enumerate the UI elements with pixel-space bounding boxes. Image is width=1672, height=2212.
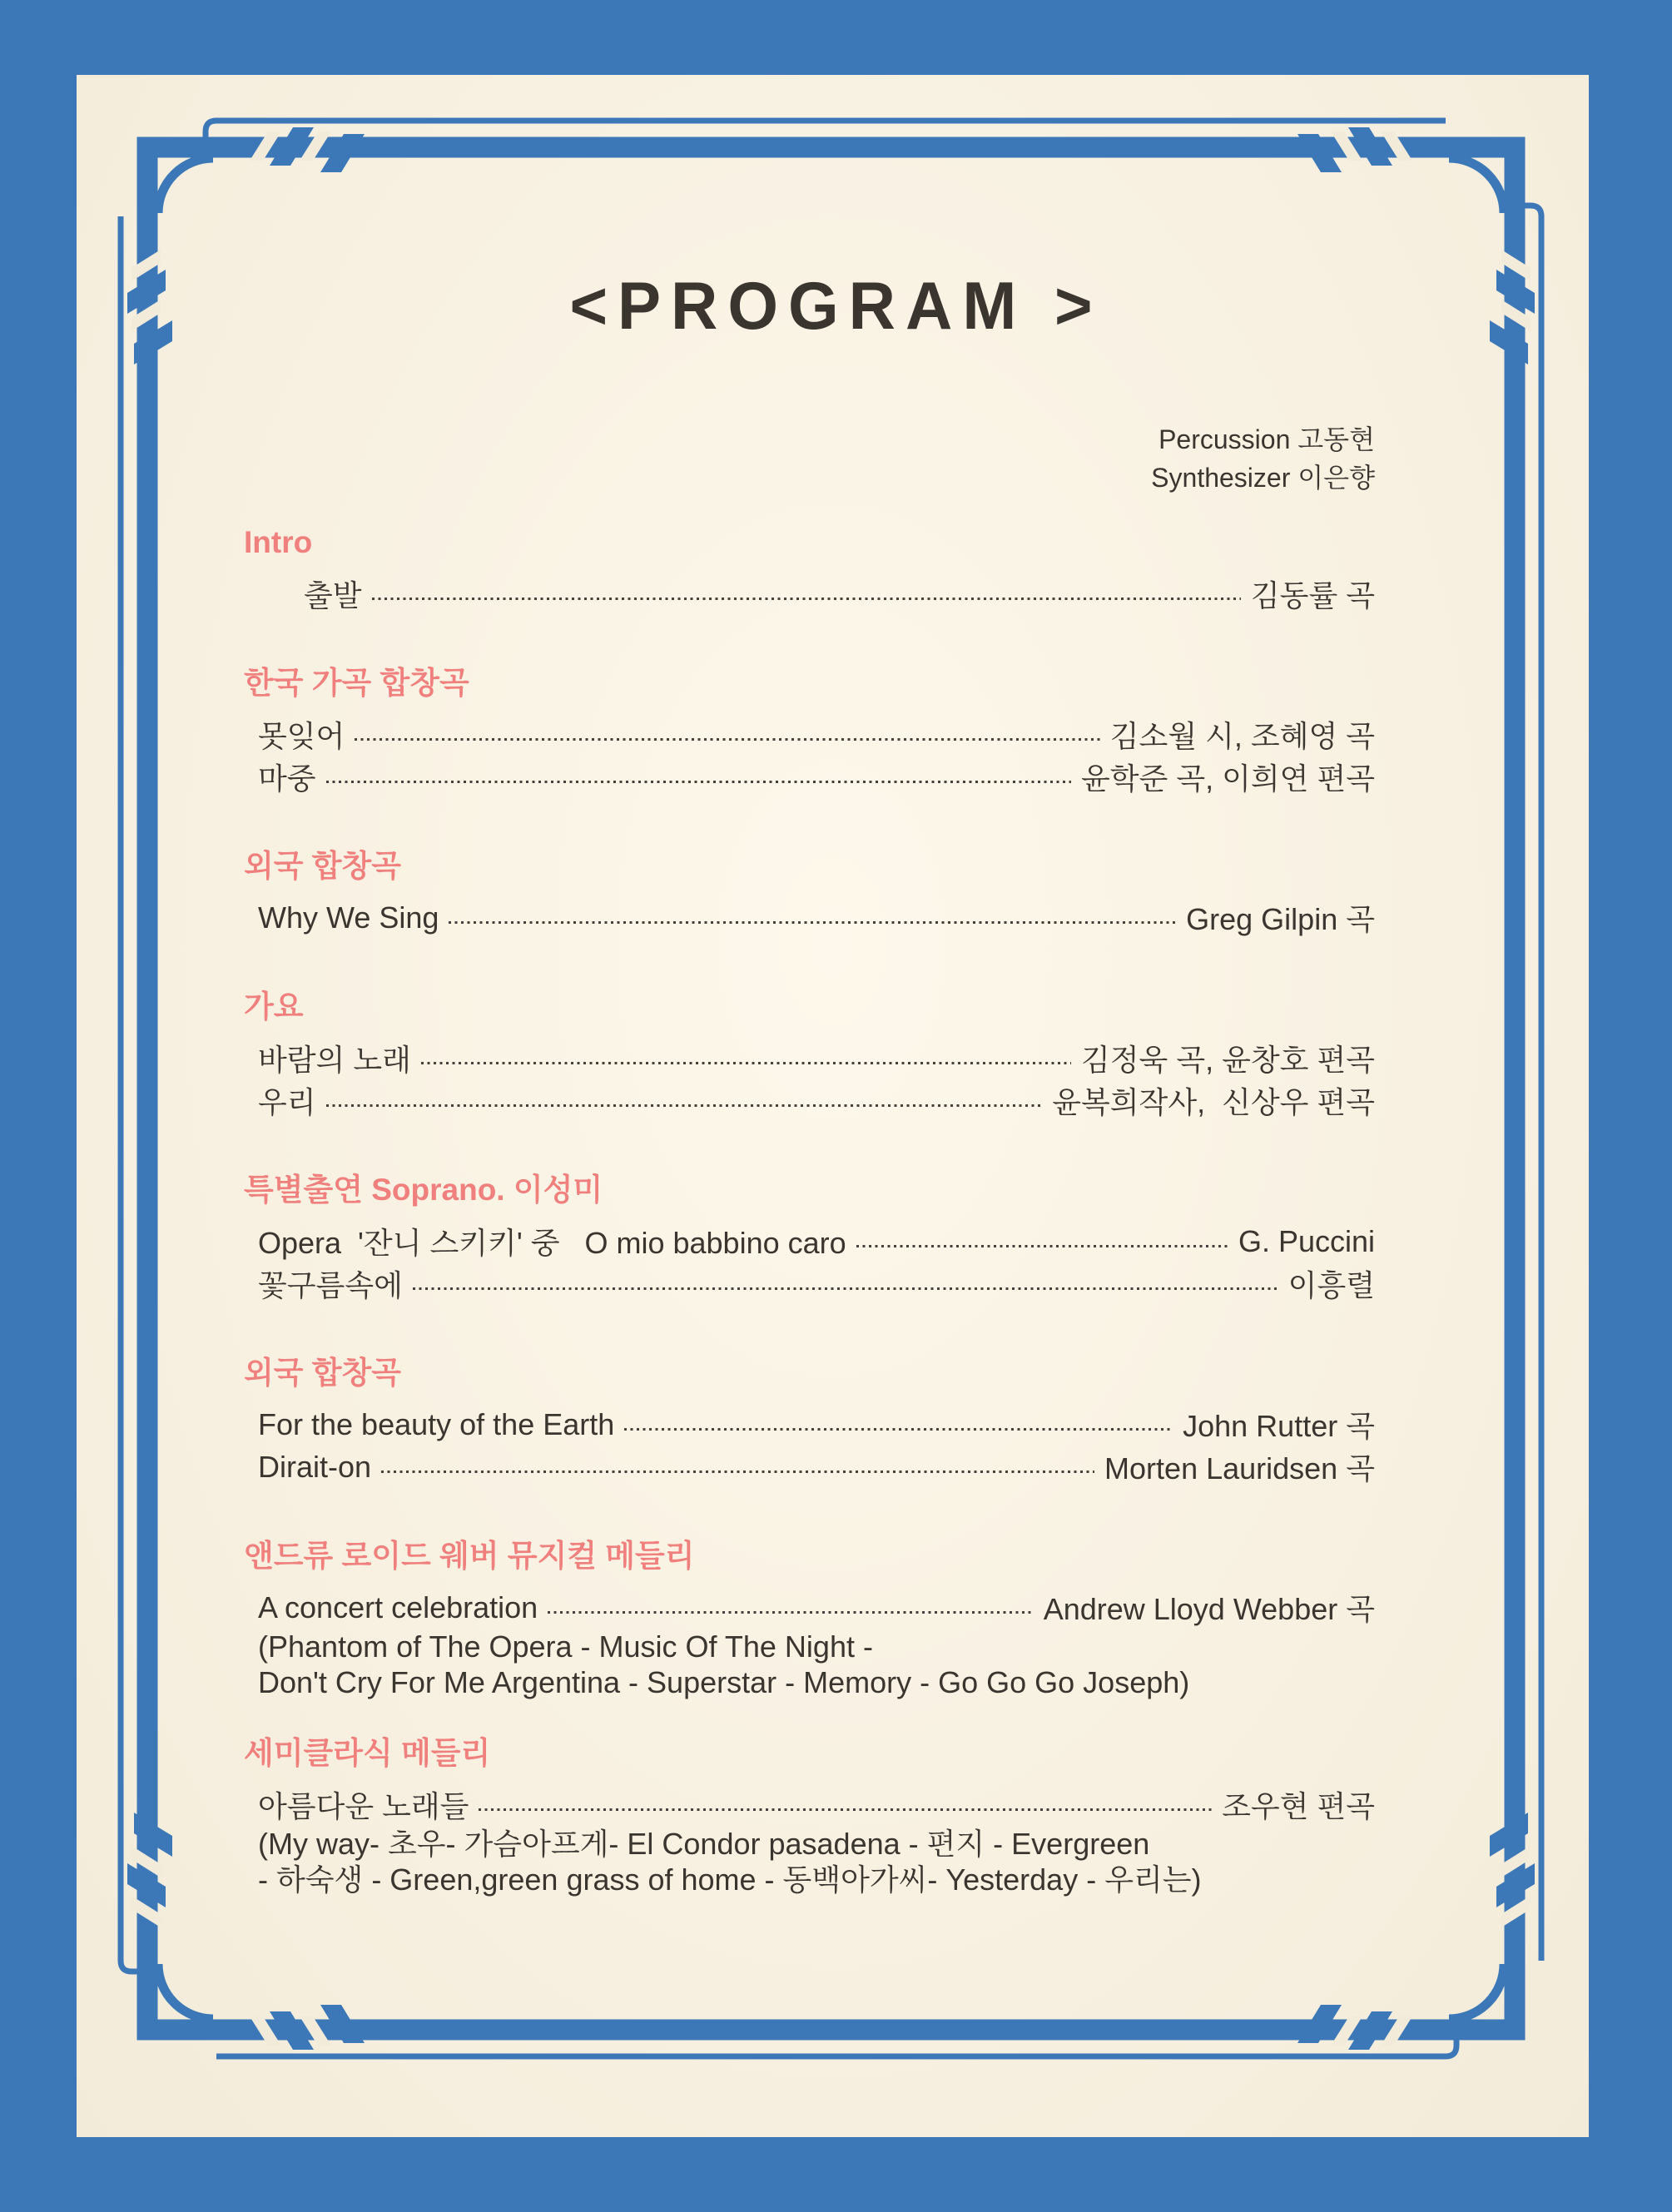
program-section xyxy=(244,1733,1375,1897)
song-title: 아름다운 노래들 xyxy=(258,1789,469,1823)
song-row xyxy=(244,1783,1375,1826)
song-credit: 이흥렬 xyxy=(1287,1268,1375,1302)
section-header: 외국 합창곡 xyxy=(244,1356,401,1390)
song-title: Dirait-on xyxy=(258,1449,372,1484)
section-header: 한국 가곡 합창곡 xyxy=(244,666,469,700)
song-note: - 하숙생 - Green,green grass of home - 동백아가씨- Yesterday - 우리는) xyxy=(258,1862,1202,1897)
program-section xyxy=(244,1170,1375,1305)
song-title: 꽃구름속에 xyxy=(258,1268,403,1302)
song-title: 못잊어 xyxy=(258,719,345,753)
performer-line-percussion: Percussion 고동현 xyxy=(1158,424,1375,454)
song-title: For the beauty of the Earth xyxy=(258,1406,615,1441)
dotted-leader xyxy=(548,1586,1033,1629)
song-title: 우리 xyxy=(258,1085,316,1119)
song-row xyxy=(244,573,1375,615)
dotted-leader xyxy=(355,713,1099,756)
song-credit: 김소월 시, 조혜영 곡 xyxy=(1109,719,1375,753)
song-row xyxy=(244,1262,1375,1305)
program-list xyxy=(244,523,1375,1897)
page-title: <PROGRAM > xyxy=(569,267,1103,344)
song-title: Why We Sing xyxy=(258,900,439,935)
section-header: Intro xyxy=(244,525,313,559)
section-header: 가요 xyxy=(244,989,304,1024)
song-row xyxy=(244,1037,1375,1079)
song-row xyxy=(244,1586,1375,1629)
song-credit: Morten Lauridsen 곡 xyxy=(1104,1451,1375,1485)
song-credit: 김정욱 곡, 윤창호 편곡 xyxy=(1081,1043,1375,1077)
song-credit: Greg Gilpin 곡 xyxy=(1186,902,1375,936)
dotted-leader xyxy=(413,1262,1278,1305)
dotted-leader xyxy=(449,896,1176,939)
song-credit: Andrew Lloyd Webber 곡 xyxy=(1043,1592,1375,1626)
program-section xyxy=(244,987,1375,1122)
dotted-leader xyxy=(326,1079,1043,1122)
song-credit: 윤학준 곡, 이희연 편곡 xyxy=(1081,761,1375,796)
song-row xyxy=(244,896,1375,939)
program-section xyxy=(244,1353,1375,1488)
song-note: (My way- 초우- 가슴아프게- El Condor pasadena - 편지 - Evergreen xyxy=(258,1827,1150,1861)
song-row xyxy=(244,713,1375,756)
program-section xyxy=(244,663,1375,798)
section-header: 앤드류 로이드 웨버 뮤지컬 메들리 xyxy=(244,1539,695,1573)
program-section xyxy=(244,1536,1375,1700)
dotted-leader xyxy=(479,1783,1212,1826)
performer-line-synthesizer: Synthesizer 이은향 xyxy=(1151,463,1375,493)
song-credit: 윤복희작사, 신상우 편곡 xyxy=(1052,1085,1375,1119)
song-title: 마중 xyxy=(258,761,316,796)
program-section xyxy=(244,523,1375,615)
song-title: 바람의 노래 xyxy=(258,1043,411,1077)
dotted-leader xyxy=(421,1037,1071,1079)
section-header: 특별출연 Soprano. 이성미 xyxy=(244,1173,603,1207)
song-credit: G. Puccini xyxy=(1238,1223,1375,1258)
song-credit: John Rutter 곡 xyxy=(1183,1409,1375,1443)
program-section xyxy=(244,846,1375,939)
dotted-leader xyxy=(381,1446,1094,1488)
song-row xyxy=(244,1079,1375,1122)
dotted-leader xyxy=(624,1403,1173,1446)
dotted-leader xyxy=(372,573,1241,615)
dotted-leader xyxy=(856,1220,1228,1262)
section-header: 세미클라식 메들리 xyxy=(244,1736,491,1770)
song-row xyxy=(244,1220,1375,1262)
dotted-leader xyxy=(326,756,1071,798)
song-note: Don't Cry For Me Argentina - Superstar - Memory - Go Go Go Joseph) xyxy=(258,1665,1190,1699)
song-credit: 김동률 곡 xyxy=(1250,578,1375,613)
song-title: A concert celebration xyxy=(258,1590,538,1624)
song-row xyxy=(244,1403,1375,1446)
song-note: (Phantom of The Opera - Music Of The Night - xyxy=(258,1629,873,1664)
song-credit: 조우현 편곡 xyxy=(1222,1789,1375,1823)
performers-block xyxy=(1151,420,1375,497)
section-header: 외국 합창곡 xyxy=(244,849,401,883)
song-title: Opera '잔니 스키키' 중 O mio babbino caro xyxy=(258,1226,846,1260)
song-row xyxy=(244,756,1375,798)
song-title: 출발 xyxy=(304,578,362,613)
song-row xyxy=(244,1446,1375,1488)
